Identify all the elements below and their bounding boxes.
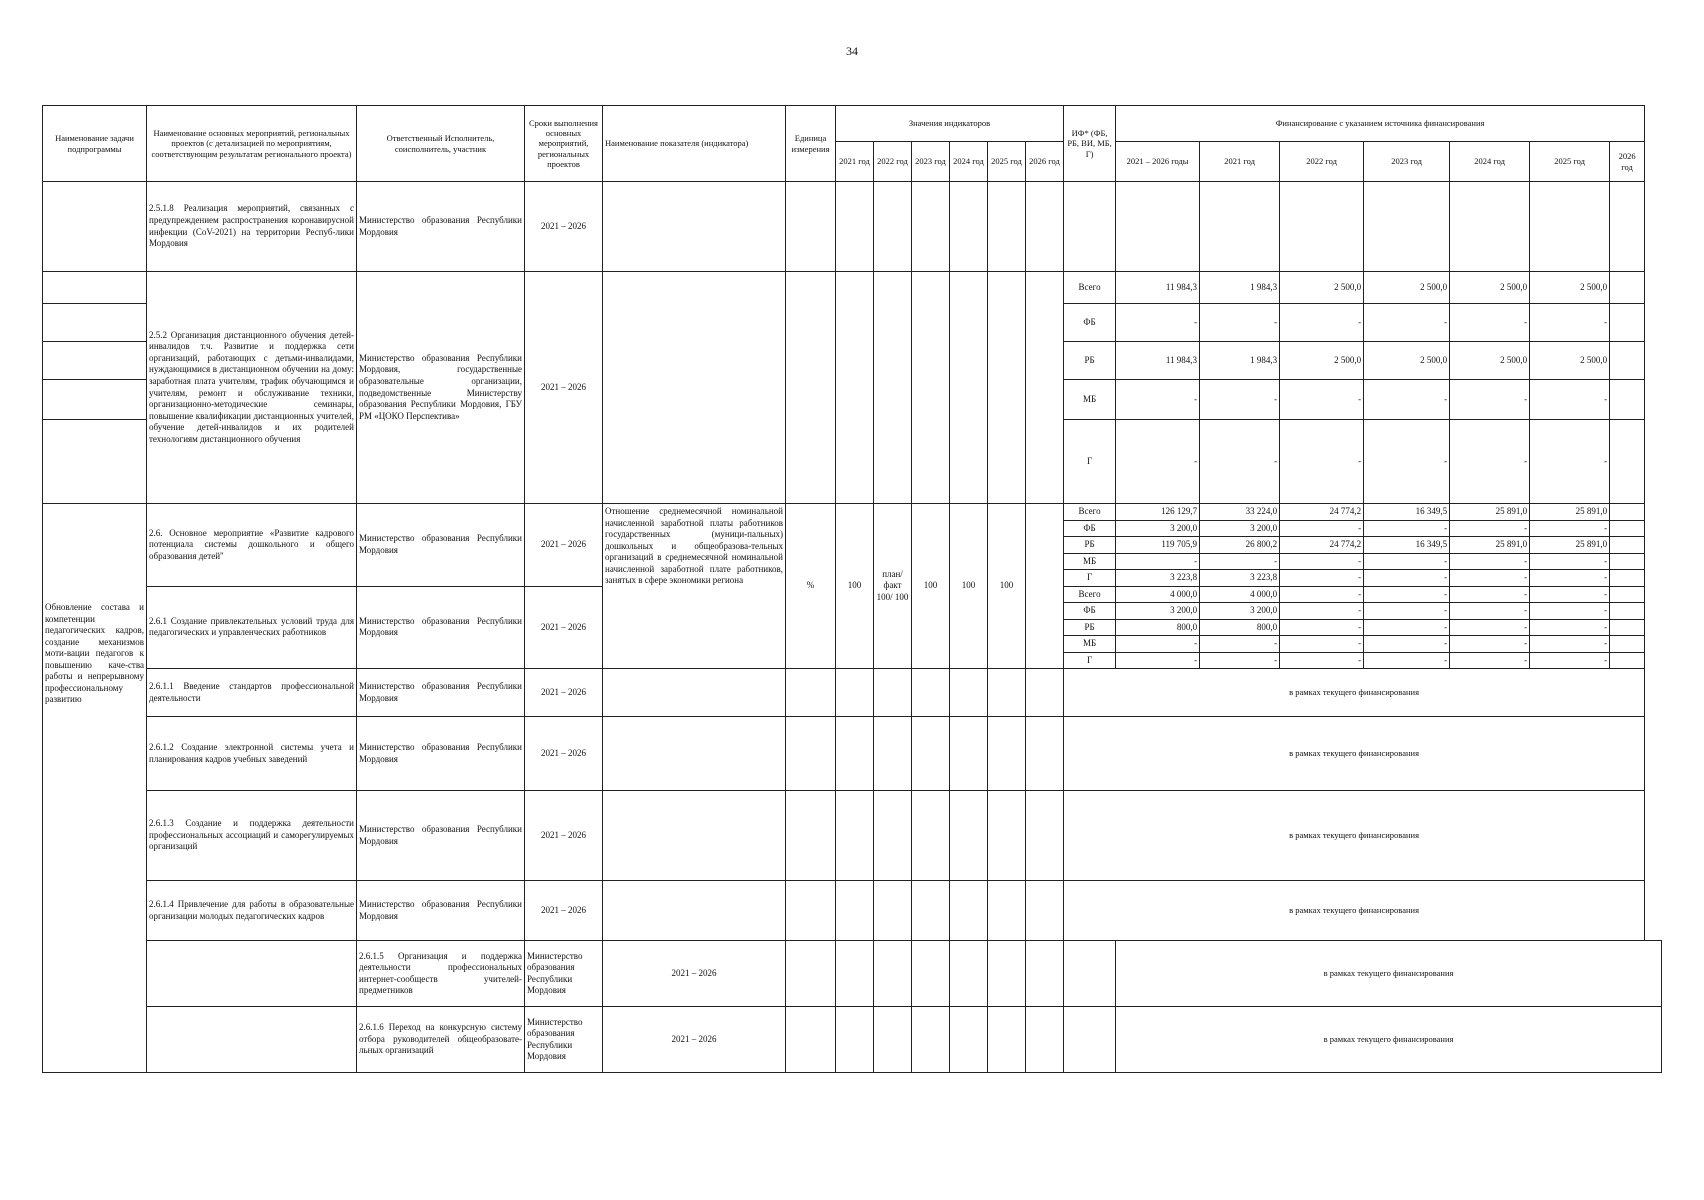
period: 2021 – 2026 [603, 1007, 786, 1073]
activity-2-5-1-8: 2.5.1.8 Реализация мероприятий, связанных с предупреждением распространения коронавирусной инфекции (CoV-2021) на территории Респуб-лики Мордовия [147, 182, 357, 272]
fin-value: 3 200,0 [1116, 603, 1200, 620]
period: 2021 – 2026 [525, 791, 603, 881]
source-label: РБ [1064, 342, 1116, 380]
fin-value: 2 500,0 [1280, 272, 1364, 304]
fin-value: 2 500,0 [1530, 272, 1610, 304]
source-label: РБ [1064, 537, 1116, 554]
fin-value: - [1364, 636, 1450, 653]
fin-value [1610, 636, 1645, 653]
current-funding-note: в рамках текущего финансирования [1064, 717, 1645, 791]
activity-2-6-1-6: 2.6.1.6 Переход на конкурсную систему отбора руководителей общеобразовате-льных организаций [357, 1007, 525, 1073]
fin-value: - [1280, 420, 1364, 504]
executor: Министерство образования Республики Мордовия [357, 791, 525, 881]
source-label: Г [1064, 652, 1116, 669]
executor: Министерство образования Республики Мордовия, государственные образовательные организации, подведомственные Министерству образования Республики Мордовия, ГБУ РМ «ЦОКО Перспектива» [357, 272, 525, 504]
fin-value: 119 705,9 [1116, 537, 1200, 554]
fin-value: - [1200, 304, 1280, 342]
fin-value: 24 774,2 [1280, 504, 1364, 521]
fin-value: - [1116, 380, 1200, 420]
fin-value: 2 500,0 [1450, 272, 1530, 304]
fin-value: 26 800,2 [1200, 537, 1280, 554]
fin-value: - [1280, 520, 1364, 537]
fin-value [1610, 420, 1645, 504]
fin-value: - [1200, 636, 1280, 653]
fin-value: - [1530, 619, 1610, 636]
program-table [42, 105, 1662, 1073]
header-finance-group: Финансирование с указанием источника финансирования [1116, 106, 1645, 142]
fin-value: - [1450, 652, 1530, 669]
header-year: 2024 год [950, 142, 988, 182]
page-number: 34 [846, 44, 858, 58]
value-2024: 100 [950, 504, 988, 669]
fin-value [1610, 553, 1645, 570]
fin-value: - [1530, 652, 1610, 669]
period: 2021 – 2026 [525, 881, 603, 941]
source-label: МБ [1064, 553, 1116, 570]
period: 2021 – 2026 [525, 504, 603, 587]
fin-value: 11 984,3 [1116, 342, 1200, 380]
fin-value: 4 000,0 [1200, 586, 1280, 603]
table-row [43, 504, 1662, 521]
fin-value: - [1530, 304, 1610, 342]
source-label: Всего [1064, 272, 1116, 304]
fin-value [1610, 520, 1645, 537]
fin-value: - [1116, 636, 1200, 653]
header-year: 2021 год [836, 142, 874, 182]
fin-value: - [1450, 570, 1530, 587]
activity-2-6-1-4: 2.6.1.4 Привлечение для работы в образовательные организации молодых педагогических кадров [147, 881, 357, 941]
value-2026 [1026, 504, 1064, 669]
executor: Министерство образования Республики Мордовия [357, 504, 525, 587]
fin-value: - [1530, 636, 1610, 653]
activity-2-6-1-1: 2.6.1.1 Введение стандартов профессиональной деятельности [147, 669, 357, 717]
fin-value: - [1364, 520, 1450, 537]
fin-value: - [1200, 420, 1280, 504]
fin-value: - [1530, 586, 1610, 603]
fin-value: - [1280, 586, 1364, 603]
activity-2-6-1-2: 2.6.1.2 Создание электронной системы учета и планирования кадров учебных заведений [147, 717, 357, 791]
header-task: Наименование задачи подпрограммы [43, 106, 147, 182]
fin-value: 3 200,0 [1200, 520, 1280, 537]
header-fin-col: 2021 – 2026 годы [1116, 142, 1200, 182]
source-label: ФБ [1064, 520, 1116, 537]
fin-value: 25 891,0 [1530, 504, 1610, 521]
fin-value: - [1364, 586, 1450, 603]
executor: Министерство образования Республики Мордовия [357, 182, 525, 272]
task-2-6: Обновление состава и компетенции педагогических кадров, создание механизмов моти-вации педагогов к повышению каче-ства работы и непрерывному профессиональному развитию [43, 504, 147, 1073]
fin-value: - [1280, 619, 1364, 636]
fin-value: - [1200, 652, 1280, 669]
fin-value: - [1200, 380, 1280, 420]
value-2025: 100 [988, 504, 1026, 669]
period: 2021 – 2026 [525, 669, 603, 717]
source-label: МБ [1064, 380, 1116, 420]
source-label: Г [1064, 570, 1116, 587]
period: 2021 – 2026 [525, 586, 603, 669]
fin-value: 25 891,0 [1450, 537, 1530, 554]
fin-value: 2 500,0 [1450, 342, 1530, 380]
fin-value: - [1280, 570, 1364, 587]
period: 2021 – 2026 [525, 717, 603, 791]
current-funding-note: в рамках текущего финансирования [1064, 669, 1645, 717]
fin-value: - [1116, 553, 1200, 570]
fin-value: 800,0 [1116, 619, 1200, 636]
header-year: 2025 год [988, 142, 1026, 182]
value-2023: 100 [912, 504, 950, 669]
source-label: ФБ [1064, 304, 1116, 342]
fin-value: - [1530, 520, 1610, 537]
fin-value: - [1450, 420, 1530, 504]
fin-value [1610, 304, 1645, 342]
fin-value: 1 984,3 [1200, 342, 1280, 380]
activity-2-6: 2.6. Основное мероприятие «Развитие кадрового потенциала системы дошкольного и общего образования детей" [147, 504, 357, 587]
header-indicator: Наименование показателя (индикатора) [603, 106, 786, 182]
fin-value: 800,0 [1200, 619, 1280, 636]
period: 2021 – 2026 [525, 182, 603, 272]
header-fin-col: 2022 год [1280, 142, 1364, 182]
fin-value: 24 774,2 [1280, 537, 1364, 554]
fin-value: - [1530, 553, 1610, 570]
fin-value: 33 224,0 [1200, 504, 1280, 521]
fin-value: - [1364, 603, 1450, 620]
source-label: Всего [1064, 586, 1116, 603]
fin-value: - [1364, 570, 1450, 587]
executor: Министерство образования Республики Мордовия [357, 586, 525, 669]
fin-value: - [1530, 420, 1610, 504]
period: 2021 – 2026 [603, 941, 786, 1007]
executor: Министерство образования Республики Мордовия [357, 881, 525, 941]
current-funding-note: в рамках текущего финансирования [1116, 1007, 1662, 1073]
fin-value: 25 891,0 [1450, 504, 1530, 521]
fin-value: 25 891,0 [1530, 537, 1610, 554]
table-row [43, 791, 1662, 881]
table-row [43, 669, 1662, 717]
fin-value: - [1450, 586, 1530, 603]
source-label: Всего [1064, 504, 1116, 521]
fin-value [1610, 380, 1645, 420]
fin-value: 126 129,7 [1116, 504, 1200, 521]
table-row [43, 717, 1662, 791]
header-values-group: Значения индикаторов [836, 106, 1064, 142]
table-row [43, 182, 1662, 272]
header-fin-col: 2025 год [1530, 142, 1610, 182]
executor: Министерство образования Республики Мордовия [525, 1007, 603, 1073]
fin-value [1610, 619, 1645, 636]
fin-value: 11 984,3 [1116, 272, 1200, 304]
fin-value: 3 200,0 [1116, 520, 1200, 537]
fin-value: 2 500,0 [1280, 342, 1364, 380]
fin-value: 3 223,8 [1116, 570, 1200, 587]
fin-value: - [1280, 304, 1364, 342]
fin-value: 4 000,0 [1116, 586, 1200, 603]
fin-value: - [1200, 553, 1280, 570]
fin-value: - [1364, 420, 1450, 504]
header-unit: Единица измерения [786, 106, 836, 182]
fin-value: - [1450, 603, 1530, 620]
fin-value: - [1364, 652, 1450, 669]
fin-value [1610, 603, 1645, 620]
fin-value [1610, 342, 1645, 380]
source-label: ФБ [1064, 603, 1116, 620]
fin-value [1610, 272, 1645, 304]
fin-value: 2 500,0 [1364, 342, 1450, 380]
fin-value: - [1364, 380, 1450, 420]
fin-value [1610, 586, 1645, 603]
fin-value: 2 500,0 [1364, 272, 1450, 304]
header-period: Сроки выполнения основных мероприятий, региональных проектов [525, 106, 603, 182]
fin-value: - [1116, 304, 1200, 342]
table-row [43, 941, 1662, 1007]
fin-value: - [1364, 619, 1450, 636]
indicator-2-6: Отношение среднемесячной номинальной начисленной заработной платы работников государственных (муници-пальных) дошкольных и общеобразова-тельных организаций в среднемесячной номинальной начисленной заработной плате работников, занятых в сфере экономики региона [603, 504, 786, 669]
fin-value: - [1280, 380, 1364, 420]
header-activity: Наименование основных мероприятий, региональных проектов (с детализацией по мероприятиям, соответствующим результатам регионального проекта) [147, 106, 357, 182]
fin-value [1610, 537, 1645, 554]
fin-value: 16 349,5 [1364, 504, 1450, 521]
fin-value: - [1450, 520, 1530, 537]
header-fin-col: 2026 год [1610, 142, 1645, 182]
header-executor: Ответственный Исполнитель, соисполнитель, участник [357, 106, 525, 182]
fin-value: - [1116, 420, 1200, 504]
header-fin-col: 2021 год [1200, 142, 1280, 182]
activity-2-5-2: 2.5.2 Организация дистанционного обучения детей-инвалидов т.ч. Развитие и поддержка сети организаций, работающих с детьми-инвалидами, нуждающимися в дистанционном обучении на дому: заработная плата учителям, трафик обучающимся и учителям, ремонт и обслуживание техники, организационно-методические семинары, повышение квалификации дистанционных учителей, обучение детей-инвалидов и их родителей технологиям дистанционного обучения [147, 272, 357, 504]
current-funding-note: в рамках текущего финансирования [1064, 791, 1645, 881]
fin-value: - [1450, 553, 1530, 570]
table-row [43, 272, 1662, 304]
executor: Министерство образования Республики Мордовия [357, 669, 525, 717]
fin-value: - [1364, 553, 1450, 570]
period: 2021 – 2026 [525, 272, 603, 504]
header-year: 2023 год [912, 142, 950, 182]
executor: Министерство образования Республики Мордовия [525, 941, 603, 1007]
fin-value: - [1364, 304, 1450, 342]
fin-value: 3 223,8 [1200, 570, 1280, 587]
header-source: ИФ* (ФБ, РБ, ВИ, МБ, Г) [1064, 106, 1116, 182]
fin-value: - [1450, 619, 1530, 636]
source-label: Г [1064, 420, 1116, 504]
activity-2-6-1-5: 2.6.1.5 Организация и поддержка деятельности профессиональных интернет-сообществ учителей-предметников [357, 941, 525, 1007]
fin-value: - [1280, 553, 1364, 570]
fin-value: - [1450, 636, 1530, 653]
fin-value: 3 200,0 [1200, 603, 1280, 620]
fin-value [1610, 652, 1645, 669]
current-funding-note: в рамках текущего финансирования [1116, 941, 1662, 1007]
source-label: РБ [1064, 619, 1116, 636]
activity-2-6-1-3: 2.6.1.3 Создание и поддержка деятельности профессиональных ассоциаций и саморегулируемых организаций [147, 791, 357, 881]
fin-value: - [1530, 603, 1610, 620]
header-fin-col: 2024 год [1450, 142, 1530, 182]
fin-value: - [1116, 652, 1200, 669]
table-row [43, 881, 1662, 941]
activity-2-6-1: 2.6.1 Создание привлекательных условий труда для педагогических и управленческих работников [147, 586, 357, 669]
current-funding-note: в рамках текущего финансирования [1064, 881, 1645, 941]
fin-value [1610, 504, 1645, 521]
fin-value: - [1530, 380, 1610, 420]
fin-value: - [1450, 380, 1530, 420]
header-year: 2026 год [1026, 142, 1064, 182]
executor: Министерство образования Республики Мордовия [357, 717, 525, 791]
fin-value: - [1280, 652, 1364, 669]
fin-value: 1 984,3 [1200, 272, 1280, 304]
fin-value [1610, 570, 1645, 587]
fin-value: - [1280, 603, 1364, 620]
value-2021: 100 [836, 504, 874, 669]
fin-value: - [1450, 304, 1530, 342]
fin-value: - [1530, 570, 1610, 587]
table-row [43, 1007, 1662, 1073]
fin-value: 16 349,5 [1364, 537, 1450, 554]
value-2022: план/ факт 100/ 100 [874, 504, 912, 669]
header-fin-col: 2023 год [1364, 142, 1450, 182]
fin-value: - [1280, 636, 1364, 653]
unit: % [786, 504, 836, 669]
header-year: 2022 год [874, 142, 912, 182]
fin-value: 2 500,0 [1530, 342, 1610, 380]
source-label: МБ [1064, 636, 1116, 653]
